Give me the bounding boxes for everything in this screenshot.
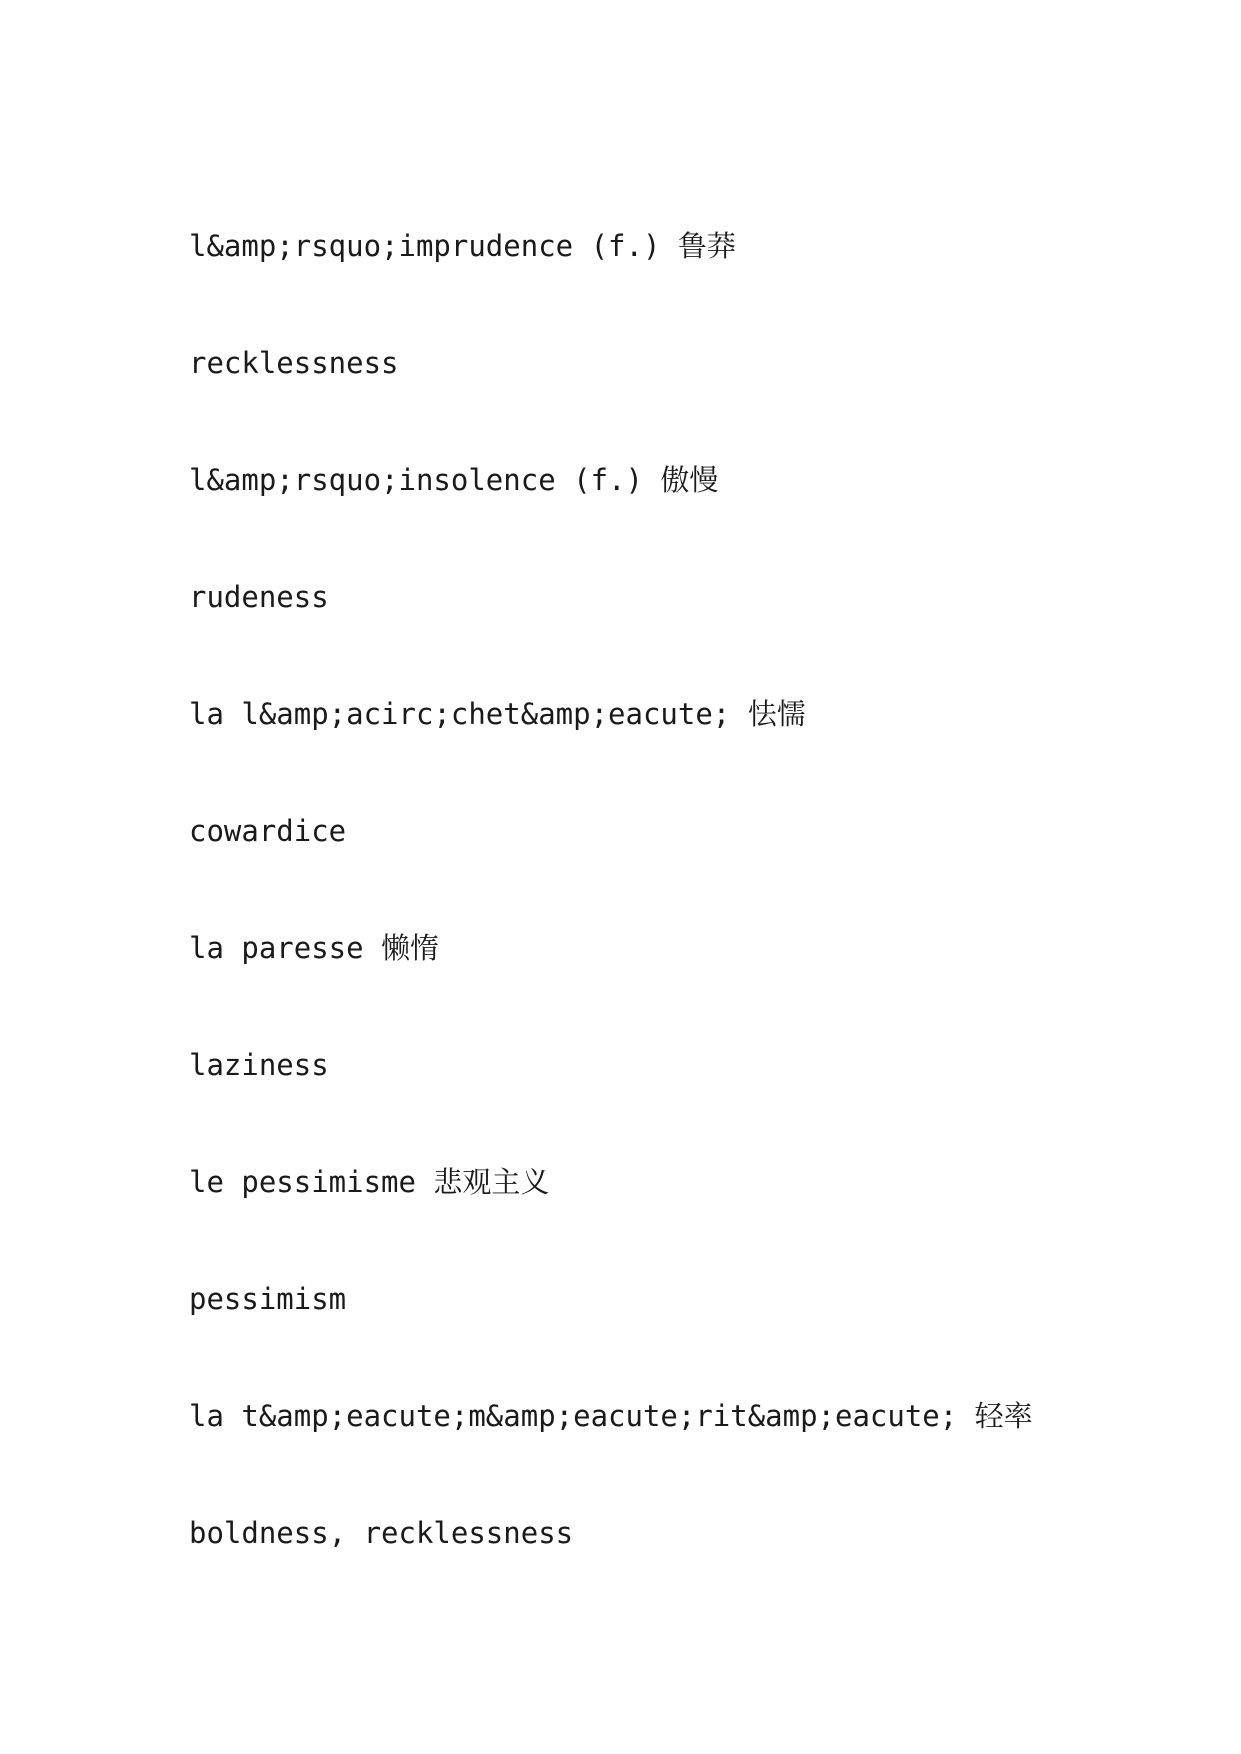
vocab-line-english: pessimism [189, 1282, 347, 1316]
vocab-line-french: la t&amp;eacute;m&amp;eacute;rit&amp;eacute; 轻率 [189, 1399, 1033, 1433]
vocab-line-french: l&amp;rsquo;insolence (f.) 傲慢 [189, 463, 719, 497]
vocab-line-english: recklessness [189, 346, 399, 380]
vocabulary-list [189, 222, 1033, 1626]
vocab-line-french: le pessimisme 悲观主义 [189, 1165, 550, 1199]
vocab-line-french: l&amp;rsquo;imprudence (f.) 鲁莽 [189, 229, 736, 263]
vocab-line-french: la paresse 懒惰 [189, 931, 440, 965]
vocab-line-english: laziness [189, 1048, 329, 1082]
vocab-line-french: la l&amp;acirc;chet&amp;eacute; 怯懦 [189, 697, 806, 731]
vocab-line-english: rudeness [189, 580, 329, 614]
vocab-line-english: cowardice [189, 814, 347, 848]
vocab-line-english: boldness, recklessness [189, 1516, 574, 1550]
